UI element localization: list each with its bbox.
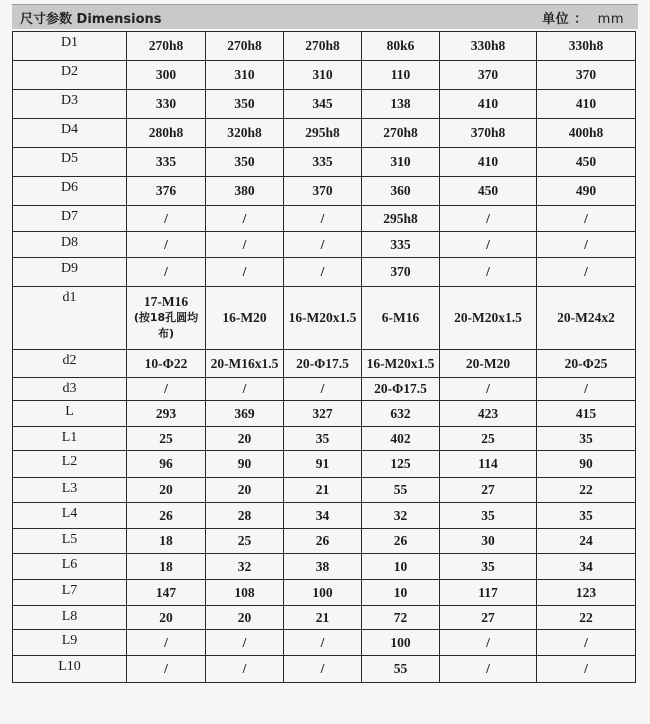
table-cell: 96 <box>127 451 206 478</box>
table-cell: / <box>206 630 284 656</box>
table-cell: 24 <box>537 529 636 554</box>
table-row <box>13 287 636 350</box>
cell-note: (按18孔圆均布) <box>133 311 199 340</box>
row-label: L <box>13 401 127 427</box>
table-cell: 55 <box>362 656 440 683</box>
table-row <box>13 503 636 529</box>
table-cell: 330h8 <box>440 32 537 61</box>
table-cell: 295h8 <box>362 206 440 232</box>
table-cell: 100 <box>284 580 362 606</box>
table-cell: 91 <box>284 451 362 478</box>
table-cell: 410 <box>440 90 537 119</box>
table-row <box>13 656 636 683</box>
table-cell: 350 <box>206 148 284 177</box>
table-cell: 400h8 <box>537 119 636 148</box>
table-cell: / <box>537 258 636 287</box>
row-label: D7 <box>13 206 127 232</box>
table-row <box>13 529 636 554</box>
table-cell: / <box>440 656 537 683</box>
table-cell: 72 <box>362 606 440 630</box>
table-cell: 20-M20x1.5 <box>440 287 537 350</box>
table-cell: / <box>127 630 206 656</box>
table-cell: 117 <box>440 580 537 606</box>
table-cell: / <box>206 378 284 401</box>
table-row <box>13 206 636 232</box>
table-cell: 320h8 <box>206 119 284 148</box>
table-cell: 20 <box>206 427 284 451</box>
table-cell: / <box>206 258 284 287</box>
table-cell: 300 <box>127 61 206 90</box>
table-cell: 350 <box>206 90 284 119</box>
dimensions-table <box>12 31 636 683</box>
table-cell: 35 <box>537 503 636 529</box>
table-cell: 90 <box>537 451 636 478</box>
table-row <box>13 580 636 606</box>
table-cell: / <box>537 206 636 232</box>
table-row <box>13 177 636 206</box>
dimensions-title: 尺寸参数 Dimensions <box>20 11 162 27</box>
table-cell: 27 <box>440 606 537 630</box>
table-cell: 32 <box>206 554 284 580</box>
table-cell: 108 <box>206 580 284 606</box>
table-cell: 370 <box>537 61 636 90</box>
table-cell: 293 <box>127 401 206 427</box>
table-cell: / <box>440 258 537 287</box>
table-cell: / <box>206 656 284 683</box>
table-cell: 270h8 <box>206 32 284 61</box>
row-label: L8 <box>13 606 127 630</box>
table-cell: 123 <box>537 580 636 606</box>
table-cell: 147 <box>127 580 206 606</box>
table-cell: 10 <box>362 580 440 606</box>
table-cell: 20 <box>206 478 284 503</box>
table-cell: / <box>206 232 284 258</box>
table-cell: / <box>127 656 206 683</box>
table-cell: 20-M24x2 <box>537 287 636 350</box>
table-cell: 25 <box>127 427 206 451</box>
table-cell: 632 <box>362 401 440 427</box>
row-label: D9 <box>13 258 127 287</box>
table-cell: 90 <box>206 451 284 478</box>
table-cell <box>127 287 206 350</box>
table-cell: / <box>284 258 362 287</box>
header-bar <box>12 4 638 29</box>
table-cell: / <box>127 206 206 232</box>
table-cell: 18 <box>127 529 206 554</box>
table-cell: 345 <box>284 90 362 119</box>
table-cell: 335 <box>284 148 362 177</box>
table-row <box>13 427 636 451</box>
table-cell: 370 <box>362 258 440 287</box>
table-cell: 10-Φ22 <box>127 350 206 378</box>
table-cell: 30 <box>440 529 537 554</box>
row-label: L1 <box>13 427 127 451</box>
row-label: L4 <box>13 503 127 529</box>
table-cell: / <box>440 630 537 656</box>
table-row <box>13 401 636 427</box>
table-cell: 35 <box>440 503 537 529</box>
table-row <box>13 148 636 177</box>
table-cell: 20-M16x1.5 <box>206 350 284 378</box>
table-cell: / <box>440 378 537 401</box>
row-label: D5 <box>13 148 127 177</box>
row-label: d1 <box>13 287 127 350</box>
table-cell: 327 <box>284 401 362 427</box>
table-cell: / <box>127 378 206 401</box>
unit-indicator <box>542 8 624 27</box>
table-cell: 310 <box>206 61 284 90</box>
table-cell: 450 <box>440 177 537 206</box>
table-cell: 138 <box>362 90 440 119</box>
table-row <box>13 90 636 119</box>
table-cell: 369 <box>206 401 284 427</box>
table-cell: / <box>440 232 537 258</box>
table-cell: 450 <box>537 148 636 177</box>
row-label: D1 <box>13 32 127 61</box>
cell-value: 17-M16 <box>143 294 189 309</box>
table-cell: 20-M20 <box>440 350 537 378</box>
table-cell: 16-M20 <box>206 287 284 350</box>
table-cell: 20-Φ25 <box>537 350 636 378</box>
table-cell: 25 <box>206 529 284 554</box>
table-cell: 410 <box>440 148 537 177</box>
table-cell: 125 <box>362 451 440 478</box>
table-cell: 35 <box>284 427 362 451</box>
table-row <box>13 378 636 401</box>
table-cell: 270h8 <box>284 32 362 61</box>
table-cell: 490 <box>537 177 636 206</box>
table-cell: / <box>537 232 636 258</box>
table-cell: / <box>537 656 636 683</box>
table-cell: 25 <box>440 427 537 451</box>
table-cell: 335 <box>362 232 440 258</box>
table-cell: 26 <box>127 503 206 529</box>
row-label: D8 <box>13 232 127 258</box>
table-cell: 26 <box>362 529 440 554</box>
table-cell: 410 <box>537 90 636 119</box>
table-cell: 20 <box>127 606 206 630</box>
table-cell: 280h8 <box>127 119 206 148</box>
table-cell: 26 <box>284 529 362 554</box>
table-row <box>13 630 636 656</box>
table-cell: / <box>127 232 206 258</box>
row-label: L6 <box>13 554 127 580</box>
table-cell: / <box>284 206 362 232</box>
table-cell: 330h8 <box>537 32 636 61</box>
table-cell: / <box>284 630 362 656</box>
table-cell: 16-M20x1.5 <box>284 287 362 350</box>
table-cell: 423 <box>440 401 537 427</box>
row-label: D3 <box>13 90 127 119</box>
table-cell: 38 <box>284 554 362 580</box>
row-label: D6 <box>13 177 127 206</box>
table-cell: 16-M20x1.5 <box>362 350 440 378</box>
row-label: L7 <box>13 580 127 606</box>
table-cell: 114 <box>440 451 537 478</box>
table-row <box>13 258 636 287</box>
row-label: d3 <box>13 378 127 401</box>
table-cell: 310 <box>284 61 362 90</box>
row-label: L2 <box>13 451 127 478</box>
table-cell: 270h8 <box>127 32 206 61</box>
table-cell: 402 <box>362 427 440 451</box>
table-cell: 360 <box>362 177 440 206</box>
table-cell: / <box>206 206 284 232</box>
table-row <box>13 554 636 580</box>
table-cell: 310 <box>362 148 440 177</box>
table-cell: / <box>537 630 636 656</box>
table-cell: 20 <box>127 478 206 503</box>
table-cell: / <box>284 656 362 683</box>
table-cell: 10 <box>362 554 440 580</box>
table-cell: 270h8 <box>362 119 440 148</box>
table-cell: 370h8 <box>440 119 537 148</box>
table-cell: 22 <box>537 478 636 503</box>
table-row <box>13 606 636 630</box>
table-cell: 295h8 <box>284 119 362 148</box>
table-cell: 27 <box>440 478 537 503</box>
table-row <box>13 61 636 90</box>
table-cell: 20 <box>206 606 284 630</box>
table-row <box>13 350 636 378</box>
table-cell: 35 <box>537 427 636 451</box>
table-row <box>13 119 636 148</box>
table-cell: / <box>127 258 206 287</box>
table-cell: 22 <box>537 606 636 630</box>
table-cell: 100 <box>362 630 440 656</box>
row-label: D2 <box>13 61 127 90</box>
table-cell: 21 <box>284 478 362 503</box>
table-cell: / <box>284 378 362 401</box>
table-cell: 21 <box>284 606 362 630</box>
table-cell: 28 <box>206 503 284 529</box>
unit-value: mm <box>597 11 624 27</box>
row-label: d2 <box>13 350 127 378</box>
table-row <box>13 32 636 61</box>
table-cell: 415 <box>537 401 636 427</box>
row-label: L10 <box>13 656 127 683</box>
dimensions-table-body <box>13 32 636 683</box>
table-cell: 18 <box>127 554 206 580</box>
table-cell: 110 <box>362 61 440 90</box>
table-cell: 376 <box>127 177 206 206</box>
row-label: L9 <box>13 630 127 656</box>
table-row <box>13 451 636 478</box>
table-cell: 370 <box>440 61 537 90</box>
table-cell: / <box>284 232 362 258</box>
table-cell: 330 <box>127 90 206 119</box>
unit-label: 单位 ： <box>542 11 588 27</box>
table-cell: 335 <box>127 148 206 177</box>
table-cell: 55 <box>362 478 440 503</box>
table-row <box>13 232 636 258</box>
table-cell: 80k6 <box>362 32 440 61</box>
table-cell: 32 <box>362 503 440 529</box>
row-label: D4 <box>13 119 127 148</box>
table-cell: 380 <box>206 177 284 206</box>
table-cell: 34 <box>537 554 636 580</box>
table-row <box>13 478 636 503</box>
table-cell: / <box>537 378 636 401</box>
table-cell: 6-M16 <box>362 287 440 350</box>
table-cell: 35 <box>440 554 537 580</box>
row-label: L5 <box>13 529 127 554</box>
table-cell: 20-Φ17.5 <box>284 350 362 378</box>
table-cell: 370 <box>284 177 362 206</box>
table-cell: / <box>440 206 537 232</box>
table-cell: 34 <box>284 503 362 529</box>
table-cell: 20-Φ17.5 <box>362 378 440 401</box>
row-label: L3 <box>13 478 127 503</box>
